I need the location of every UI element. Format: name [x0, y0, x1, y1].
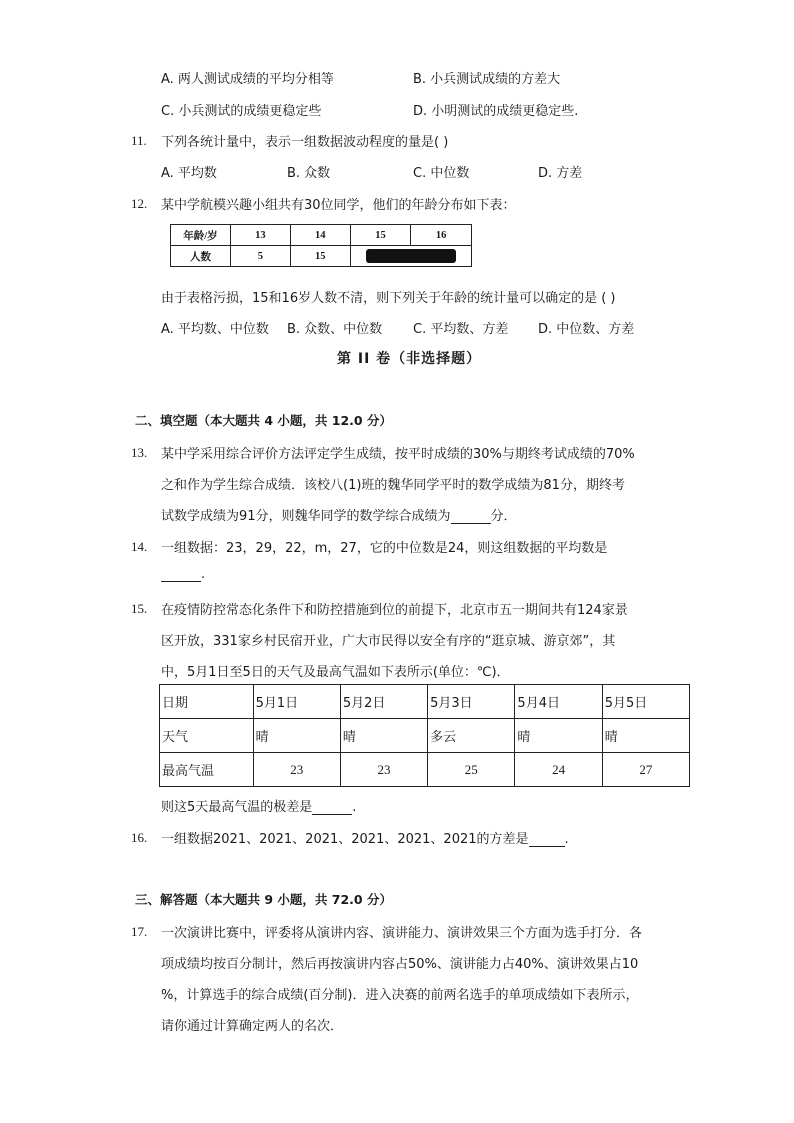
q14-line2	[161, 567, 205, 582]
table-cell: 5	[230, 246, 290, 267]
q13-line3-tail: 分．	[490, 509, 517, 524]
weather-table	[159, 684, 690, 787]
table-cell: 年龄/岁	[171, 225, 231, 246]
table-cell: 14	[290, 225, 350, 246]
q10-option-b: B. 小兵测试成绩的方差大	[413, 72, 561, 87]
q12-option-d: D. 中位数、方差	[538, 322, 635, 337]
table-cell: 15	[290, 246, 350, 267]
answer-blank[interactable]	[451, 509, 491, 524]
q11-option-a: A. 平均数	[161, 166, 217, 181]
table-cell: 13	[230, 225, 290, 246]
q15-follow-tail: .	[352, 800, 357, 815]
q17-number: 17.	[131, 924, 148, 939]
q17-line1: 一次演讲比赛中，评委将从演讲内容、演讲能力、演讲效果三个方面为选手打分．各	[161, 926, 643, 941]
q13-line3	[161, 505, 517, 524]
table-cell: 16	[411, 225, 472, 246]
table-cell: 晴	[515, 719, 602, 753]
q12-number: 12.	[131, 196, 148, 211]
q12-text: 某中学航模兴趣小组共有30位同学，他们的年龄分布如下表：	[161, 198, 516, 213]
q10-option-a: A. 两人测试成绩的平均分相等	[161, 72, 334, 87]
ink-smudge	[366, 249, 456, 263]
table-row	[160, 685, 690, 719]
table-cell: 23	[253, 753, 340, 787]
q16-line	[161, 828, 569, 847]
q16-text: 一组数据2021、2021、2021、2021、2021、2021的方差是	[161, 832, 529, 847]
table-cell: 24	[515, 753, 602, 787]
q17-line4: 请你通过计算确定两人的名次．	[161, 1019, 344, 1034]
table-cell: 25	[428, 753, 515, 787]
table-cell: 天气	[160, 719, 254, 753]
q15-follow	[161, 796, 356, 815]
table-row	[171, 246, 472, 267]
q12-option-a: A. 平均数、中位数	[161, 322, 269, 337]
q13-line3-text: 试数学成绩为91分，则魏华同学的数学综合成绩为	[161, 509, 451, 524]
table-cell: 日期	[160, 685, 254, 719]
answer-blank[interactable]	[312, 800, 352, 815]
table-cell: 5月2日	[340, 685, 427, 719]
q15-number: 15.	[131, 601, 148, 616]
q16-tail: .	[564, 832, 569, 847]
q16-number: 16.	[131, 830, 148, 845]
table-cell: 晴	[602, 719, 689, 753]
q12-option-c: C. 平均数、方差	[413, 322, 509, 337]
table-cell: 最高气温	[160, 753, 254, 787]
table-row	[160, 753, 690, 787]
q11-number: 11.	[131, 133, 147, 148]
table-cell: 15	[350, 225, 411, 246]
q11-text: 下列各统计量中，表示一组数据波动程度的量是( )	[161, 135, 449, 150]
table-row	[171, 225, 472, 246]
section-heading-fill-blank: 二、填空题（本大题共 4 小题，共 12.0 分）	[135, 413, 392, 428]
table-cell: 5月4日	[515, 685, 602, 719]
q17-line2: 项成绩均按百分制计，然后再按演讲内容占50%、演讲能力占40%、演讲效果占10	[161, 957, 639, 972]
q12-follow-text: 由于表格污损，15和16岁人数不清，则下列关于年龄的统计量可以确定的是 ( )	[161, 291, 616, 306]
q17-line3: %，计算选手的综合成绩(百分制)．进入决赛的前两名选手的单项成绩如下表所示，	[161, 988, 639, 1003]
q14-number: 14.	[131, 539, 148, 554]
q12-option-b: B. 众数、中位数	[287, 322, 383, 337]
section-heading-answer: 三、解答题（本大题共 9 小题，共 72.0 分）	[135, 892, 392, 907]
q14-line2-tail: .	[201, 567, 206, 582]
answer-blank[interactable]	[529, 832, 565, 847]
q15-follow-text: 则这5天最高气温的极差是	[161, 800, 313, 815]
table-cell: 23	[340, 753, 427, 787]
table-cell: 晴	[253, 719, 340, 753]
q10-option-d: D. 小明测试的成绩更稳定些.	[413, 104, 579, 119]
q11-option-c: C. 中位数	[413, 166, 470, 181]
age-distribution-table	[170, 224, 472, 267]
table-cell: 多云	[428, 719, 515, 753]
table-row	[160, 719, 690, 753]
q13-line1: 某中学采用综合评价方法评定学生成绩，按平时成绩的30%与期终考试成绩的70%	[161, 447, 635, 462]
q10-option-c: C. 小兵测试的成绩更稳定些	[161, 104, 322, 119]
q15-line3: 中，5月1日至5日的天气及最高气温如下表所示(单位：℃)．	[161, 665, 510, 680]
table-cell: 人数	[171, 246, 231, 267]
q14-line1: 一组数据：23，29，22，m，27，它的中位数是24，则这组数据的平均数是	[161, 541, 608, 556]
q13-line2: 之和作为学生综合成绩．该校八(1)班的魏华同学平时的数学成绩为81分，期终考	[161, 478, 625, 493]
table-cell: 晴	[340, 719, 427, 753]
table-cell: 27	[602, 753, 689, 787]
q13-number: 13.	[131, 445, 148, 460]
q11-option-d: D. 方差	[538, 166, 583, 181]
table-cell: 5月1日	[253, 685, 340, 719]
smudged-cells	[350, 246, 471, 267]
q15-line2: 区开放，331家乡村民宿开业，广大市民得以安全有序的“逛京城、游京郊”，其	[161, 634, 616, 649]
part-title: 第 II 卷（非选择题）	[337, 351, 482, 367]
q15-line1: 在疫情防控常态化条件下和防控措施到位的前提下，北京市五一期间共有124家景	[161, 603, 628, 618]
q11-option-b: B. 众数	[287, 166, 331, 181]
table-cell: 5月5日	[602, 685, 689, 719]
answer-blank[interactable]	[161, 567, 201, 582]
table-cell: 5月3日	[428, 685, 515, 719]
